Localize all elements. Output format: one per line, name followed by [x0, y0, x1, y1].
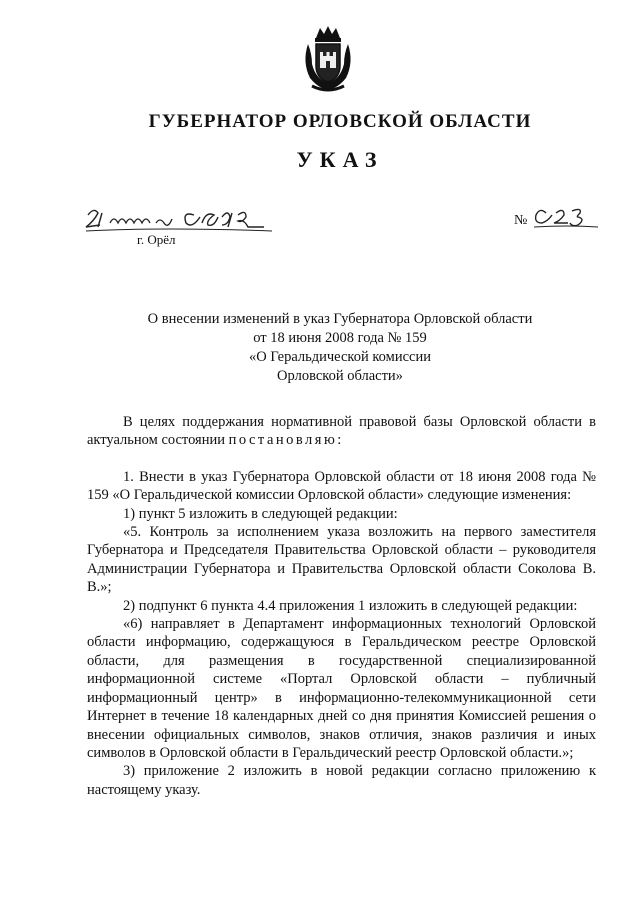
subject-line: Орловской области»	[277, 368, 403, 384]
subitem-1-paragraph: 1) пункт 5 изложить в следующей редакции:	[123, 505, 398, 522]
issuer-title: ГУБЕРНАТОР ОРЛОВСКОЙ ОБЛАСТИ	[148, 111, 532, 132]
document-type-title: УКАЗ	[296, 147, 384, 172]
subject-line: О внесении изменений в указ Губернатора Орловской области	[147, 311, 533, 327]
coat-of-arms-icon	[300, 24, 356, 94]
subject-line: от 18 июня 2008 года № 159	[253, 330, 427, 346]
quote-subpoint-6: «6) направляет в Департамент информационных технологий Орловской области информацию, содержащуюся в Геральдическом реестре Орловской области, для размещения в государственной специализированной информационной системе «Портал Орловской области – публичный информационный центр» в информационно-телекоммуникационной сети Интернет в течение 18 календарных дней со дня принятия Комиссией решения о внесении официальных символов, знаков отличия, знаков различия и иных символов в Орловской области в Геральдический реестр Орловской области.»;	[87, 616, 596, 761]
item-1-paragraph: 1. Внести в указ Губернатора Орловской области от 18 июня 2008 года № 159 «О Геральдической комиссии Орловской области» следующие изменения:	[87, 468, 596, 504]
number-label: №	[514, 213, 528, 228]
preamble-paragraph	[87, 413, 596, 450]
city-label: г. Орёл	[137, 232, 176, 247]
preamble-text: В целях поддержания нормативной правовой базы Орловской области в актуальном состоянии	[87, 414, 596, 449]
subitem-3-paragraph: 3) приложение 2 изложить в новой редакции согласно приложению к настоящему указу.	[87, 763, 596, 798]
document-subject	[120, 310, 560, 386]
quote-point-5: «5. Контроль за исполнением указа возложить на первого заместителя Губернатора и Председателя Правительства Орловской области – руководителя Администрации Губернатора и Правительства Орловской области Соколова В. В.»;	[87, 524, 596, 596]
document-body	[87, 413, 596, 799]
subitem-2-paragraph: 2) подпункт 6 пункта 4.4 приложения 1 изложить в следующей редакции:	[123, 597, 578, 614]
subject-line: «О Геральдической комиссии	[249, 349, 431, 365]
handwritten-number	[532, 205, 602, 231]
preamble-decree-word: постановляю:	[228, 432, 344, 449]
handwritten-date	[82, 205, 282, 235]
